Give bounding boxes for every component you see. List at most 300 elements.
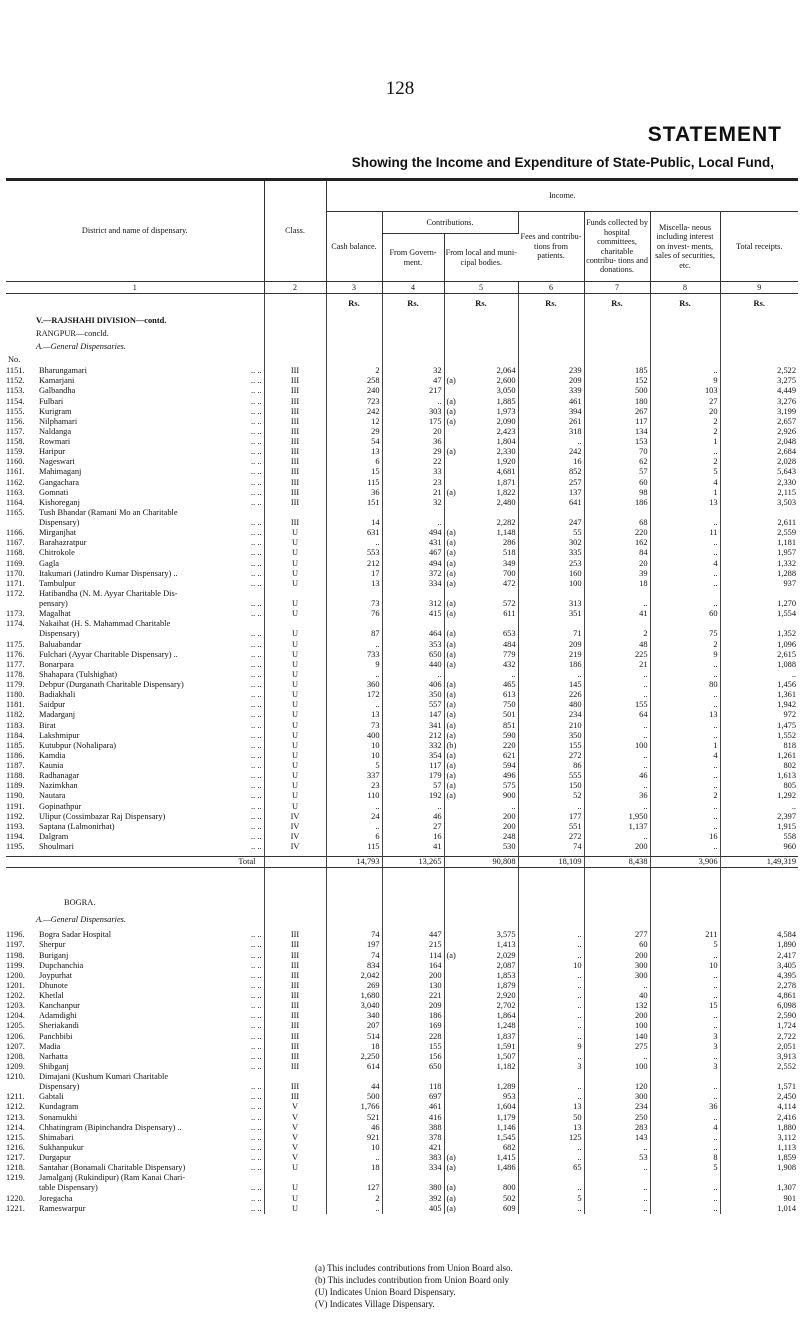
row-number: 1193.	[6, 821, 25, 831]
fees-cell: 335	[518, 548, 584, 558]
local-cell	[444, 1163, 518, 1173]
total-cell: 1,475	[777, 720, 797, 730]
funds-cell: 36	[584, 791, 650, 801]
local-value: 1,973	[496, 406, 516, 416]
fees-cell: 52	[518, 791, 584, 801]
dispensary-name: Saidpur	[39, 700, 66, 710]
total-cell: 3,405	[777, 960, 797, 970]
local-cell	[444, 731, 518, 741]
fees-cell: 272	[518, 751, 584, 761]
footnote-mark: (a)	[446, 1153, 456, 1163]
dispensary-name: Shahapara (Tulshighat)	[39, 669, 118, 679]
fees-cell: 257	[518, 478, 584, 488]
local-value: 1,804	[496, 437, 516, 447]
table-row	[6, 1062, 798, 1072]
funds-cell: 300	[584, 961, 650, 971]
dispensary-cell: 1201. Dhunote .. ..	[6, 981, 264, 991]
cash-cell: 24	[326, 812, 382, 822]
row-number: 1152.	[6, 376, 25, 386]
district-heading-row	[6, 327, 798, 340]
total-cell: 2,590	[777, 1011, 797, 1021]
dispensary-cell: 1207. Madia .. ..	[6, 1042, 264, 1052]
row-number: 1157.	[6, 426, 25, 436]
fees-cell	[518, 1072, 584, 1082]
local-value: 2,090	[496, 416, 516, 426]
local-cell	[444, 812, 518, 822]
class-cell: III	[264, 397, 326, 407]
division-heading-row	[6, 314, 798, 327]
header-fees: Fees and contribu- tions from patients.	[518, 212, 584, 282]
local-value: 1,486	[496, 1163, 516, 1173]
district-heading: BOGRA.	[6, 896, 264, 909]
class-cell: V	[264, 1123, 326, 1133]
header-total: Total receipts.	[720, 212, 798, 282]
funds-cell: 98	[584, 488, 650, 498]
local-cell	[444, 579, 518, 589]
misc-cell: ..	[650, 981, 720, 991]
dispensary-name: Tambulpur	[39, 578, 76, 588]
misc-cell: ..	[650, 1082, 720, 1092]
dispensary-cell: 1221. Rameswarpur .. ..	[6, 1204, 264, 1214]
misc-cell	[650, 508, 720, 518]
fees-cell: 55	[518, 528, 584, 538]
cash-cell: 269	[326, 981, 382, 991]
column-number: 3	[326, 282, 382, 294]
cash-cell: 73	[326, 721, 382, 731]
class-cell: III	[264, 437, 326, 447]
cash-cell: 12	[326, 417, 382, 427]
govt-cell: 650	[382, 650, 444, 660]
dispensary-name: Adamdighi	[39, 1011, 77, 1021]
funds-cell: 84	[584, 548, 650, 558]
total-cell: 3,112	[777, 1132, 797, 1142]
row-number: 1153.	[6, 386, 25, 396]
class-cell: U	[264, 700, 326, 710]
total-cell: 1,571	[777, 1082, 797, 1092]
dispensary-name: Rameswarpur	[39, 1203, 86, 1213]
funds-cell: ..	[584, 670, 650, 680]
dispensary-cell: table Dispensary) .. ..	[6, 1183, 264, 1193]
funds-cell	[584, 1173, 650, 1183]
local-cell	[444, 1042, 518, 1052]
govt-cell: 23	[382, 478, 444, 488]
funds-cell: ..	[584, 731, 650, 741]
local-value: 200	[502, 811, 516, 821]
dispensary-cell: Dispensary) .. ..	[6, 629, 264, 639]
row-number: 1206.	[6, 1031, 25, 1041]
row-number: 1156.	[6, 416, 25, 426]
misc-cell: 20	[650, 407, 720, 417]
table-row	[6, 721, 798, 731]
govt-cell: 164	[382, 961, 444, 971]
govt-cell: 350	[382, 690, 444, 700]
cash-cell: 921	[326, 1133, 382, 1143]
fees-cell: ..	[518, 940, 584, 950]
dispensary-cell: 1181. Saidpur .. ..	[6, 700, 264, 710]
local-value: 1,837	[496, 1031, 516, 1041]
total-value: 8,438	[584, 857, 650, 868]
total-cell: 2,028	[777, 457, 797, 467]
dispensary-cell: 1162. Gangachara .. ..	[6, 478, 264, 488]
row-number: 1209.	[6, 1061, 25, 1071]
row-number: 1202.	[6, 991, 25, 1001]
fees-cell: 852	[518, 467, 584, 477]
table-row	[6, 842, 798, 852]
govt-cell: 461	[382, 1102, 444, 1112]
row-number: 1184.	[6, 730, 25, 740]
class-cell: U	[264, 1194, 326, 1204]
dispensary-name: Sonamukhi	[39, 1112, 78, 1122]
footnote-mark: (a)	[446, 1203, 456, 1213]
fees-cell: 247	[518, 518, 584, 528]
dispensary-cell: 1168. Chitrokole .. ..	[6, 548, 264, 558]
row-number: 1221.	[6, 1203, 25, 1213]
local-cell	[444, 940, 518, 950]
row-number: 1155.	[6, 406, 25, 416]
total-cell: 2,450	[777, 1092, 797, 1102]
misc-cell: ..	[650, 1021, 720, 1031]
class-cell: U	[264, 710, 326, 720]
dispensary-cell	[6, 1173, 264, 1183]
class-cell: III	[264, 488, 326, 498]
footnote-mark: (a)	[446, 376, 456, 386]
district-heading: RANGPUR—concld.	[6, 327, 264, 340]
local-cell	[444, 407, 518, 417]
row-number: 1194.	[6, 831, 25, 841]
row-number: 1186.	[6, 750, 25, 760]
fees-cell: 219	[518, 650, 584, 660]
header-contributions: Contributions.	[382, 212, 518, 234]
local-value: 1,545	[496, 1132, 516, 1142]
subsection-heading-row	[6, 913, 798, 926]
funds-cell: 220	[584, 528, 650, 538]
dispensary-cell: 1167. Barahazratpur .. ..	[6, 538, 264, 548]
funds-cell: 134	[584, 427, 650, 437]
govt-cell: 228	[382, 1032, 444, 1042]
table-row	[6, 417, 798, 427]
total-cell: 1,261	[777, 750, 797, 760]
total-cell: 1,724	[777, 1021, 797, 1031]
dispensary-name: Nautara	[39, 791, 66, 801]
local-value: 1,604	[496, 1102, 516, 1112]
misc-cell: 8	[650, 1153, 720, 1163]
column-number: 9	[720, 282, 798, 294]
local-value: 750	[502, 700, 516, 710]
fees-cell: 50	[518, 1113, 584, 1123]
local-cell	[444, 518, 518, 528]
funds-cell: 300	[584, 1092, 650, 1102]
dispensary-cell: 1157. Naldanga .. ..	[6, 427, 264, 437]
fees-cell: 242	[518, 447, 584, 457]
dispensary-cell: 1200. Joypurhat .. ..	[6, 971, 264, 981]
cash-cell: 2,042	[326, 971, 382, 981]
table-row	[6, 579, 798, 589]
class-cell: III	[264, 427, 326, 437]
misc-cell: 3	[650, 1062, 720, 1072]
local-value: 4,681	[496, 467, 516, 477]
dispensary-cell: 1217. Durgapur .. ..	[6, 1153, 264, 1163]
local-value: 851	[502, 720, 516, 730]
cash-cell: 29	[326, 427, 382, 437]
misc-cell: 9	[650, 376, 720, 386]
currency-label: Rs.	[382, 294, 444, 315]
row-number: 1172.	[6, 588, 25, 598]
local-cell	[444, 528, 518, 538]
funds-cell: 57	[584, 467, 650, 477]
dispensary-cell: 1215. Shimabari .. ..	[6, 1133, 264, 1143]
govt-cell: 209	[382, 1001, 444, 1011]
local-cell	[444, 609, 518, 619]
table-row	[6, 930, 798, 940]
funds-cell: 225	[584, 650, 650, 660]
misc-cell: ..	[650, 1011, 720, 1021]
class-cell: IV	[264, 822, 326, 832]
total-cell: 802	[783, 761, 797, 771]
dispensary-cell: 1198. Buriganj .. ..	[6, 951, 264, 961]
class-cell: U	[264, 680, 326, 690]
row-number: 1200.	[6, 970, 25, 980]
govt-cell: 179	[382, 771, 444, 781]
table-row	[6, 629, 798, 639]
total-cell: 818	[783, 740, 797, 750]
misc-cell: 103	[650, 386, 720, 396]
local-cell	[444, 538, 518, 548]
govt-cell: 388	[382, 1123, 444, 1133]
class-cell: U	[264, 781, 326, 791]
misc-cell: 1	[650, 741, 720, 751]
total-cell: 2,684	[777, 447, 797, 457]
dispensary-name: Kutubpur (Nohalipara)	[39, 740, 116, 750]
table-row	[6, 407, 798, 417]
class-cell: U	[264, 629, 326, 639]
table-row	[6, 1143, 798, 1153]
dispensary-name: Dalgram	[39, 831, 69, 841]
cash-cell: 5	[326, 761, 382, 771]
dispensary-cell: 1153. Galbandha .. ..	[6, 386, 264, 396]
class-cell: U	[264, 791, 326, 801]
cash-cell: 514	[326, 1032, 382, 1042]
cash-cell: ..	[326, 1204, 382, 1214]
fees-cell: ..	[518, 991, 584, 1001]
class-cell: III	[264, 971, 326, 981]
local-value: 1,146	[496, 1122, 516, 1132]
cash-cell: 17	[326, 569, 382, 579]
local-value: 3,575	[496, 930, 516, 940]
local-cell	[444, 1183, 518, 1193]
table-row	[6, 437, 798, 447]
total-cell: 1,915	[777, 821, 797, 831]
footnote-mark: (a)	[446, 1183, 456, 1193]
footnote-mark: (a)	[446, 538, 456, 548]
footnote-line: (b) This includes contribution from Union Board only	[315, 1275, 510, 1285]
dispensary-cell: 1202. Khetlal .. ..	[6, 991, 264, 1001]
table-row	[6, 397, 798, 407]
funds-cell: ..	[584, 690, 650, 700]
cash-cell: 74	[326, 930, 382, 940]
total-cell: 960	[783, 842, 797, 852]
fees-cell: 155	[518, 741, 584, 751]
funds-cell: 152	[584, 376, 650, 386]
cash-cell: 127	[326, 1183, 382, 1193]
govt-cell: ..	[382, 802, 444, 812]
dispensary-name: Madia	[39, 1041, 61, 1051]
table-row	[6, 822, 798, 832]
table-row	[6, 781, 798, 791]
table-row	[6, 761, 798, 771]
total-cell: 1,613	[777, 771, 797, 781]
footnote-mark: (a)	[446, 659, 456, 669]
footnotes	[315, 1262, 513, 1310]
fees-cell: 86	[518, 761, 584, 771]
govt-cell	[382, 1072, 444, 1082]
dispensary-cell: 1193. Saptana (Lalmonirhat) .. ..	[6, 822, 264, 832]
local-cell	[444, 417, 518, 427]
dispensary-cell: Dispensary) .. ..	[6, 518, 264, 528]
local-cell	[444, 1133, 518, 1143]
class-cell: IV	[264, 812, 326, 822]
dispensary-name: Tush Bhandar (Ramani Mo an Charitable	[39, 507, 178, 517]
funds-cell: 234	[584, 1102, 650, 1112]
govt-cell: 36	[382, 437, 444, 447]
local-cell	[444, 366, 518, 376]
govt-cell: 155	[382, 1042, 444, 1052]
fees-cell: 125	[518, 1133, 584, 1143]
govt-cell	[382, 619, 444, 629]
table-body	[6, 294, 798, 1214]
footnote-mark: (a)	[446, 548, 456, 558]
cash-cell: ..	[326, 670, 382, 680]
cash-cell: 723	[326, 397, 382, 407]
local-cell	[444, 1072, 518, 1082]
dispensary-name: Galbandha	[39, 386, 76, 396]
govt-cell: 406	[382, 680, 444, 690]
table-row	[6, 991, 798, 1001]
currency-label: Rs.	[650, 294, 720, 315]
total-cell: 1,352	[777, 629, 797, 639]
fees-cell: 145	[518, 680, 584, 690]
dispensary-name: Nakaihat (H. S. Mahammad Charitable	[39, 619, 171, 629]
row-number: 1187.	[6, 761, 25, 771]
subsection-heading: A.—General Dispensaries.	[6, 913, 264, 926]
class-cell: U	[264, 690, 326, 700]
govt-cell: 440	[382, 660, 444, 670]
row-number: 1179.	[6, 680, 25, 690]
column-number: 2	[264, 282, 326, 294]
table-row	[6, 609, 798, 619]
local-cell	[444, 569, 518, 579]
fees-cell: ..	[518, 1032, 584, 1042]
local-cell	[444, 1143, 518, 1153]
misc-cell: 5	[650, 467, 720, 477]
fees-cell: 177	[518, 812, 584, 822]
local-value: 286	[502, 538, 516, 548]
misc-cell: ..	[650, 1113, 720, 1123]
funds-cell: ..	[584, 1052, 650, 1062]
fees-cell: ..	[518, 981, 584, 991]
local-cell	[444, 951, 518, 961]
local-cell	[444, 832, 518, 842]
local-value: 1,853	[496, 970, 516, 980]
fees-cell: 74	[518, 842, 584, 852]
currency-label: Rs.	[326, 294, 382, 315]
row-number: 1189.	[6, 781, 25, 791]
dispensary-name: Panchbibi	[39, 1031, 73, 1041]
cash-cell	[326, 589, 382, 599]
local-value: 653	[502, 629, 516, 639]
govt-cell: 147	[382, 710, 444, 720]
cash-cell: 73	[326, 599, 382, 609]
row-number: 1160.	[6, 457, 25, 467]
local-value: 2,282	[496, 518, 516, 528]
dispensary-name: Mirganjhat	[39, 528, 77, 538]
class-cell: U	[264, 650, 326, 660]
table-row	[6, 690, 798, 700]
table-row	[6, 548, 798, 558]
table-row	[6, 741, 798, 751]
row-number: 1220.	[6, 1193, 25, 1203]
funds-cell: 143	[584, 1133, 650, 1143]
class-cell: III	[264, 951, 326, 961]
local-cell	[444, 640, 518, 650]
misc-cell: 13	[650, 710, 720, 720]
header-funds: Funds collected by hospital committees, charitable contribu- tions and donations.	[584, 212, 650, 282]
funds-cell: ..	[584, 599, 650, 609]
misc-cell: ..	[650, 991, 720, 1001]
total-cell: 4,584	[777, 930, 797, 940]
misc-cell: ..	[650, 518, 720, 528]
class-cell: III	[264, 1052, 326, 1062]
dispensary-cell: 1187. Kaunia .. ..	[6, 761, 264, 771]
funds-cell: ..	[584, 1163, 650, 1173]
misc-cell: 4	[650, 751, 720, 761]
govt-cell	[382, 508, 444, 518]
dispensary-name: Gabtali	[39, 1092, 64, 1102]
total-cell: 2,615	[777, 649, 797, 659]
cash-cell: 13	[326, 710, 382, 720]
fees-cell	[518, 619, 584, 629]
fees-cell: 394	[518, 407, 584, 417]
table-row	[6, 1163, 798, 1173]
subsection-heading: A.—General Dispensaries.	[6, 340, 264, 353]
footnote-mark: (a)	[446, 730, 456, 740]
cash-cell: 115	[326, 478, 382, 488]
fees-cell: ..	[518, 1021, 584, 1031]
class-cell: IV	[264, 832, 326, 842]
dispensary-name: Rowmari	[39, 437, 71, 447]
dispensary-name: Bharungamari	[39, 366, 87, 376]
footnote-mark: (a)	[446, 700, 456, 710]
cash-cell: ..	[326, 700, 382, 710]
table-row	[6, 1133, 798, 1143]
local-value: 779	[502, 649, 516, 659]
misc-cell: 13	[650, 498, 720, 508]
misc-cell: ..	[650, 1143, 720, 1153]
funds-cell: 185	[584, 366, 650, 376]
row-number: 1174.	[6, 619, 25, 629]
row-number: 1166.	[6, 528, 25, 538]
local-cell	[444, 427, 518, 437]
govt-cell: 221	[382, 991, 444, 1001]
misc-cell: ..	[650, 971, 720, 981]
table-row	[6, 1082, 798, 1092]
dispensary-name: Nilphamari	[39, 416, 78, 426]
funds-cell	[584, 619, 650, 629]
row-number: 1217.	[6, 1153, 25, 1163]
fees-cell: 261	[518, 417, 584, 427]
table-row	[6, 498, 798, 508]
table-row	[6, 589, 798, 599]
local-value: 1,182	[496, 1061, 516, 1071]
